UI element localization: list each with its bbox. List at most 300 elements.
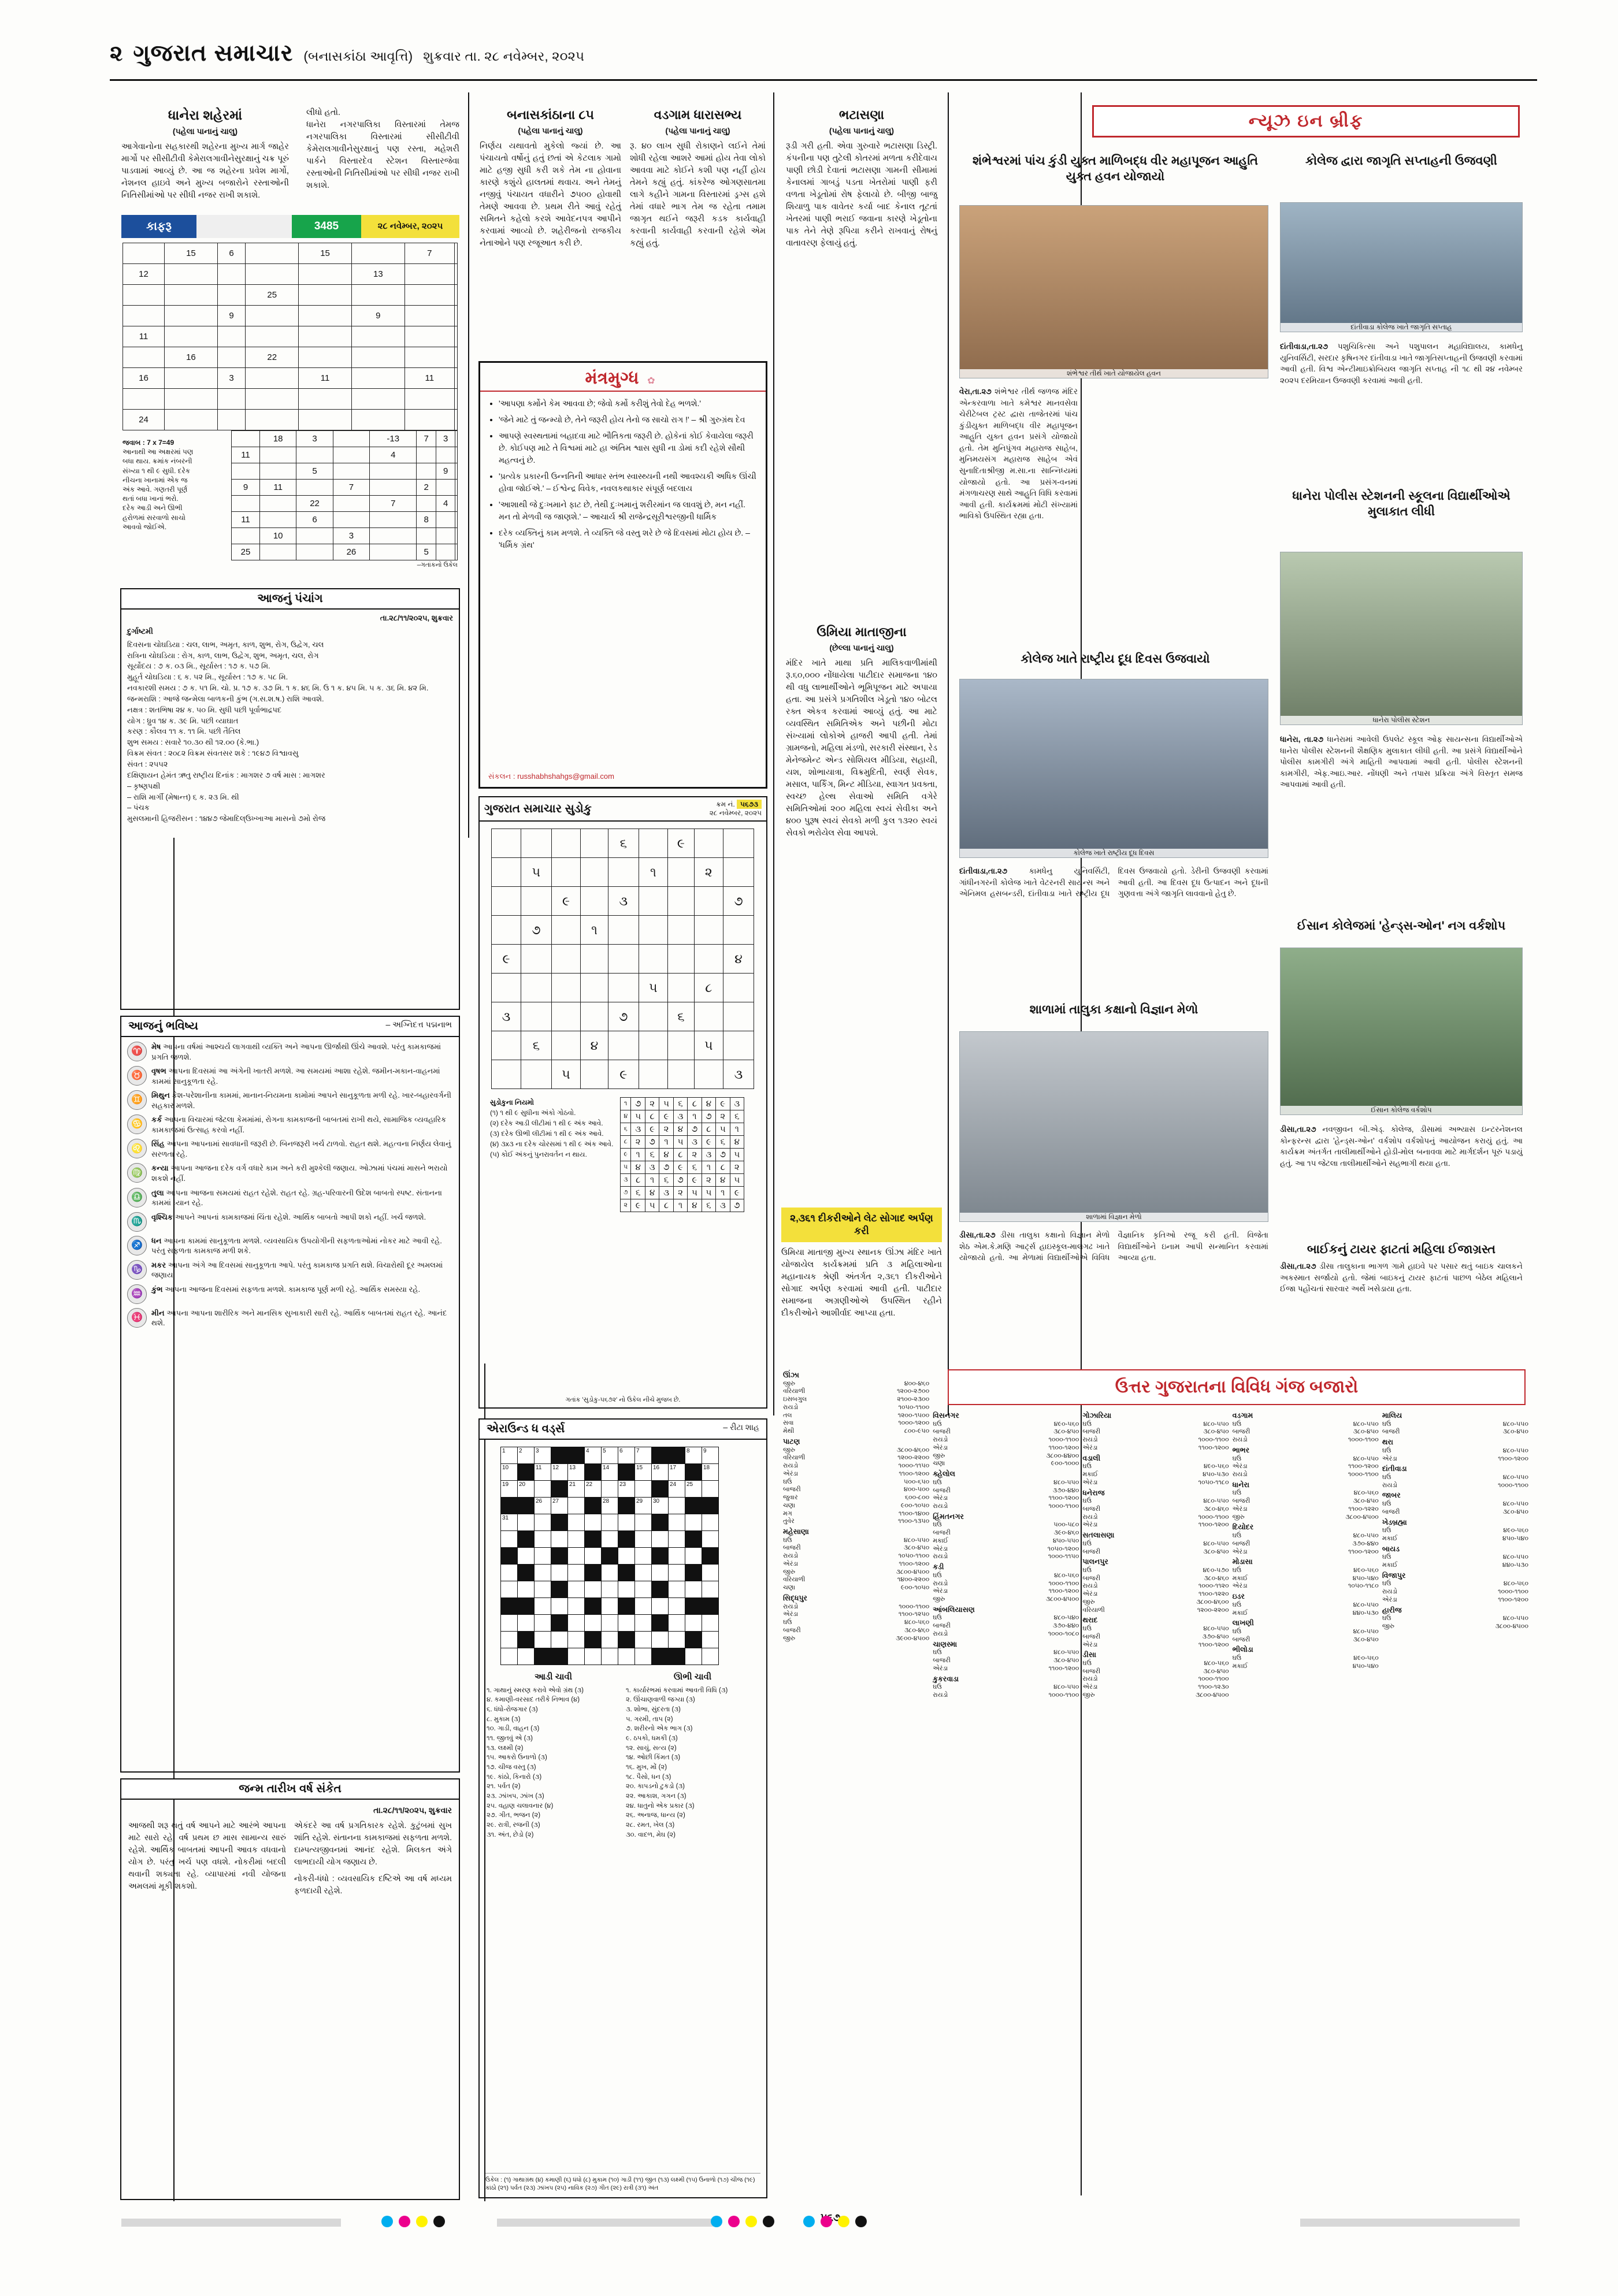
sudoku-cell[interactable]: ૪: [581, 1031, 608, 1060]
sudoku-cell[interactable]: ૫: [639, 974, 667, 1002]
sudoku-cell[interactable]: ૯: [608, 1060, 639, 1089]
sign-name: વૃષભ: [151, 1067, 166, 1076]
sudoku-cell[interactable]: [668, 858, 695, 887]
crossword-cell[interactable]: 8: [685, 1447, 702, 1464]
market-commodity: ઘઉં: [1232, 1455, 1242, 1462]
crossword-cell[interactable]: 9: [702, 1447, 719, 1464]
crossword-cell[interactable]: 24: [669, 1481, 685, 1498]
market-row: [783, 1494, 929, 1502]
crossword-cell[interactable]: [669, 1565, 685, 1581]
sudoku-cell[interactable]: [521, 1002, 551, 1031]
market-price: ૪૫૦-૫૫૦: [1052, 1537, 1079, 1544]
crossword-cell[interactable]: 2: [518, 1447, 535, 1464]
sudoku-cell[interactable]: [581, 945, 608, 974]
crossword-cell[interactable]: [669, 1581, 685, 1598]
sudoku-cell[interactable]: ૭: [521, 916, 551, 945]
sudoku-cell[interactable]: [723, 916, 754, 945]
page-number: ૨: [110, 42, 123, 66]
registration-dots-left: [381, 2216, 445, 2227]
crossword-cell[interactable]: [702, 1565, 719, 1581]
market-row: [1382, 1562, 1528, 1570]
sudoku-cell[interactable]: [694, 1002, 723, 1031]
crossword-cell[interactable]: 16: [652, 1464, 669, 1481]
market-commodity: મેથી: [783, 1428, 795, 1435]
sudoku-cell[interactable]: [608, 916, 639, 945]
market-price: ૧૨૦૦-૧૫૦૦: [897, 1411, 930, 1419]
sign-text: આપના વર્ષમાં આશ્ચર્ય લાગવાથી વ્યક્તિ અને આપના ઊર્જાથી ઊંચે આવશે. પરંતુ કામકાજમાં પ્રગતિ જળશે.: [151, 1042, 441, 1061]
market-row: [1233, 1532, 1379, 1540]
sudoku-cell[interactable]: [639, 945, 667, 974]
crossword-cell[interactable]: [518, 1615, 535, 1632]
crossword-cell[interactable]: [501, 1531, 518, 1548]
market-price: ૪૯૦-૫૬૦: [1353, 1655, 1379, 1662]
sudoku-cell[interactable]: [492, 1031, 521, 1060]
crossword-cell[interactable]: [535, 1514, 551, 1531]
market-price: ૪૫૦-૫૪૦: [1352, 1662, 1379, 1670]
brief-body-3: [1280, 734, 1523, 790]
sudoku-cell[interactable]: [668, 916, 695, 945]
crossword-cell[interactable]: 23: [618, 1481, 635, 1498]
sudoku-cell[interactable]: ૫: [551, 1060, 580, 1089]
crossword-cell[interactable]: [535, 1598, 551, 1615]
crossword-cell[interactable]: [702, 1632, 719, 1648]
market-commodity: બાજરી: [1082, 1505, 1101, 1513]
article-subhead: (પહેલા પાનાનું ચાલુ): [829, 125, 895, 135]
crossword-cell[interactable]: [635, 1615, 652, 1632]
crossword-cell[interactable]: [551, 1632, 568, 1648]
column-divider: [773, 92, 774, 1416]
crossword-cell[interactable]: [618, 1514, 635, 1531]
crossword-cell[interactable]: [551, 1531, 568, 1548]
market-row: [933, 1596, 1079, 1604]
sudoku-cell[interactable]: [694, 1060, 723, 1089]
sudoku-cell[interactable]: [639, 1060, 667, 1089]
sudoku-cell[interactable]: [608, 974, 639, 1002]
crossword-cell[interactable]: [501, 1632, 518, 1648]
crossword-cell[interactable]: [602, 1598, 618, 1615]
news-brief-item-1: [959, 153, 1271, 185]
crossword-cell[interactable]: [702, 1648, 719, 1665]
crossword-cell[interactable]: [568, 1581, 585, 1598]
crossword-cell[interactable]: [618, 1648, 635, 1665]
sudoku-cell[interactable]: [723, 829, 754, 858]
market-commodity: ઘઉં: [783, 1478, 792, 1485]
crossword-cell[interactable]: [652, 1598, 669, 1615]
sudoku-cell[interactable]: ૯: [668, 829, 695, 858]
kafaru-puzzle-grid[interactable]: 15 6 15 7 12 13 25 9 9 11 16 22 16 3 11 11 24: [123, 243, 458, 430]
market-row: [783, 1537, 929, 1545]
crossword-cell[interactable]: [652, 1531, 669, 1548]
market-commodity: ઘઉં: [783, 1536, 792, 1544]
sudoku-cell[interactable]: [639, 916, 667, 945]
sign-name: ધન: [151, 1236, 162, 1245]
market-commodity: ઘઉં: [1082, 1540, 1092, 1547]
market-price: ૧૦૦૦-૧૧૦૦: [1198, 1513, 1229, 1521]
clue-down: ૧. કાર્યારંભમાં કરવામાં આવતી વિધિ (૩): [626, 1686, 728, 1694]
mantra-item: • 'જેને માટે તું જન્મ્યો છે, તેને જરૂરી હોય તેનો જ સાચો રાગ !' – શ્રી ગુરુગ્રંથ દેવ: [499, 414, 756, 426]
crossword-cell[interactable]: [568, 1615, 585, 1632]
crossword-block: [685, 1498, 702, 1514]
clue-across: ૧૧. જીતવું એ (૩): [487, 1735, 533, 1743]
crossword-cell[interactable]: [669, 1498, 685, 1514]
brief-text: શંભેશ્વર તીર્થ જળજ મંદિર એન્કરવાળા ખાતે કમેશ્વર માનવસેવા ચેરીટેબલ ટ્રસ્ટ દ્વારા તાજેતરમાં પાંચ કુંડીયુક્ત માળિબદ્ધ વીર મહાપૂજન આહુતિ યુક્ત હવન પ્રસંગે યોજાયો હતો. તેમ મુનિપુંગવ મહારાજ સાહેબ, મુનિમયસંગ મહારાજ સાહેબ એવં સુનાદિતાશ્રીજી મ.સા.ના સાન્નિધ્યમાં યોજાયો હતો. આ પ્રસંગ-વનમાં મંગળાચરણ સાથે આહુતિ વિધિ કરવામાં આવી હતી. કાર્યક્રમમાં મોટી સંખ્યામાં ભાવિકો ઉપસ્થિત રહ્યા હતા.: [959, 387, 1078, 521]
crossword-cell[interactable]: [501, 1565, 518, 1581]
sudoku-cell[interactable]: [581, 829, 608, 858]
taurus-icon: ♉: [127, 1066, 147, 1086]
crossword-cell[interactable]: 5: [602, 1447, 618, 1464]
crossword-cell[interactable]: 14: [602, 1464, 618, 1481]
sudoku-cell[interactable]: [608, 945, 639, 974]
sudoku-cell[interactable]: ૬: [521, 1031, 551, 1060]
market-price: ૧૧૦૦-૧૨૦૦: [1198, 1444, 1229, 1451]
crossword-cell[interactable]: [635, 1514, 652, 1531]
sudoku-cell[interactable]: [581, 887, 608, 916]
sudoku-cell[interactable]: ૧: [639, 858, 667, 887]
sudoku-cell[interactable]: [492, 974, 521, 1002]
crossword-cell[interactable]: 4: [585, 1447, 602, 1464]
sudoku-cell[interactable]: [668, 945, 695, 974]
crossword-cell[interactable]: 18: [702, 1464, 719, 1481]
crossword-cell[interactable]: 7: [635, 1447, 652, 1464]
sudoku-cell[interactable]: [668, 1031, 695, 1060]
sudoku-cell[interactable]: ૧: [581, 916, 608, 945]
crossword-cell[interactable]: [535, 1548, 551, 1565]
sudoku-cell[interactable]: [492, 887, 521, 916]
crossword-cell[interactable]: [568, 1531, 585, 1548]
crossword-cell[interactable]: [702, 1581, 719, 1598]
sudoku-cell[interactable]: [723, 1002, 754, 1031]
brief-body-1: [959, 386, 1078, 522]
crossword-cell[interactable]: [585, 1514, 602, 1531]
panchang-line: યોગ : ધ્રુવ ૧૪ ક. ૩૯ મિ. પછી વ્યાઘાત: [127, 716, 239, 725]
sudoku-cell[interactable]: ૩: [492, 1002, 521, 1031]
sudoku-cell[interactable]: [581, 1002, 608, 1031]
sudoku-cell[interactable]: [521, 945, 551, 974]
sudoku-cell[interactable]: [581, 974, 608, 1002]
crossword-cell[interactable]: [568, 1548, 585, 1565]
market-price: ૪૮૦-૫૫૦: [1502, 1420, 1529, 1428]
crossword-block: [501, 1498, 518, 1514]
crossword-cell[interactable]: [518, 1548, 535, 1565]
market-commodity: રાયડો: [933, 1553, 948, 1561]
sudoku-cell[interactable]: ૩: [608, 887, 639, 916]
crossword-cell[interactable]: [568, 1648, 585, 1665]
crossword-cell[interactable]: [702, 1481, 719, 1498]
crossword-cell[interactable]: [568, 1632, 585, 1648]
sudoku-cell[interactable]: ૪: [723, 945, 754, 974]
crossword-cell[interactable]: [685, 1581, 702, 1598]
market-commodity: બાજરી: [933, 1428, 951, 1436]
crossword-cell[interactable]: [568, 1514, 585, 1531]
crossword-cell[interactable]: [618, 1581, 635, 1598]
crossword-cell[interactable]: [652, 1632, 669, 1648]
crossword-cell[interactable]: 31: [501, 1514, 518, 1531]
sudoku-cell[interactable]: ૮: [694, 974, 723, 1002]
panchang-section: દુર્ગાષ્ટમી: [127, 626, 153, 636]
photo-caption: ધાનેરા પોલીસ સ્ટેશન: [1281, 716, 1522, 725]
sudoku-cell[interactable]: [723, 1031, 754, 1060]
market-price: ૧૦૦૦-૧૧૦૦: [1348, 1471, 1379, 1478]
market-commodity: મકાઈ: [1232, 1574, 1248, 1582]
market-city-name: મહેસાણા: [783, 1528, 809, 1536]
crossword-cell[interactable]: [501, 1581, 518, 1598]
crossword-grid[interactable]: [480, 1440, 766, 1665]
crossword-cell[interactable]: [518, 1514, 535, 1531]
crossword-cell[interactable]: [535, 1565, 551, 1581]
market-commodity: રાયડો: [783, 1552, 799, 1560]
sudoku-cell[interactable]: [492, 1060, 521, 1089]
footer-bar: [121, 2219, 341, 2227]
sudoku-cell[interactable]: [668, 974, 695, 1002]
sudoku-cell[interactable]: [551, 829, 580, 858]
horoscope-sign: [127, 1114, 453, 1135]
crossword-cell[interactable]: 30: [652, 1498, 669, 1514]
crossword-cell[interactable]: [518, 1581, 535, 1598]
sudoku-cell[interactable]: [694, 887, 723, 916]
sudoku-cell[interactable]: [694, 829, 723, 858]
crossword-cell[interactable]: 13: [568, 1464, 585, 1481]
crossword-cell[interactable]: [635, 1648, 652, 1665]
sudoku-cell[interactable]: [639, 1002, 667, 1031]
sudoku-cell[interactable]: ૫: [521, 858, 551, 887]
crossword-cell[interactable]: [535, 1632, 551, 1648]
market-price: ૯૦૦-૧૦૫૦: [900, 1584, 930, 1592]
crossword-cell[interactable]: 12: [551, 1464, 568, 1481]
crossword-cell[interactable]: [585, 1648, 602, 1665]
crossword-cell[interactable]: [568, 1565, 585, 1581]
crossword-cell[interactable]: [551, 1565, 568, 1581]
crossword-cell[interactable]: [669, 1531, 685, 1548]
sudoku-cell[interactable]: [639, 829, 667, 858]
market-city-name: દાંતીવાડા: [1382, 1465, 1407, 1473]
crossword-cell[interactable]: [669, 1615, 685, 1632]
crossword-cell[interactable]: [602, 1565, 618, 1581]
soghad-body: ઉમિયા માતાજી મુખ્ય સ્થાનક ઊંઝા મંદિર ખાતે યોજાયેલ કાર્યક્રમમાં પ્રતિ ૩ મહિલાઓના મહાનાયક શ્રેણી અંતર્ગત ૨,૩૬૧ દીકરીઓને સોગાદ અર્પણ કરવામાં આવી હતી. પાટીદાર સમાજના અગ્રણીઓએ ઉપસ્થિત રહીને દીકરીઓને આશીર્વાદ આપ્યા હતા.: [781, 1248, 942, 1318]
crossword-cell[interactable]: [618, 1615, 635, 1632]
crossword-cell[interactable]: [602, 1632, 618, 1648]
sudoku-cell[interactable]: [694, 945, 723, 974]
market-city-name: પાટણ: [783, 1437, 800, 1446]
sudoku-cell[interactable]: [723, 858, 754, 887]
crossword-cell[interactable]: 27: [551, 1498, 568, 1514]
crossword-cell[interactable]: [585, 1615, 602, 1632]
crossword-cell[interactable]: 19: [501, 1481, 518, 1498]
crossword-cell[interactable]: [535, 1481, 551, 1498]
crossword-cell[interactable]: 25: [685, 1481, 702, 1498]
crossword-cell[interactable]: [535, 1581, 551, 1598]
crossword-cell[interactable]: [635, 1548, 652, 1565]
crossword-block: [685, 1531, 702, 1548]
sign-text: આપના વિચારમાં જેટલા કેમમાંમાં, રોગના કામકાજની બાબતમાં રાખી થયે, સામાજિક વ્યવહારિક કામકાજમાં ઉત્સાહ કરવો નહીં.: [151, 1115, 447, 1134]
crossword-cell[interactable]: [635, 1565, 652, 1581]
sudoku-cell[interactable]: [608, 1031, 639, 1060]
sudoku-cell[interactable]: [551, 945, 580, 974]
crossword-cell[interactable]: [618, 1548, 635, 1565]
sudoku-cell[interactable]: ૭: [608, 1002, 639, 1031]
panchang-line: મુહૂર્ત ચોઘડિયા : ૬ ક. ૫૨ મિ., સૂર્યાસ્ત : ૧૭ ક. ૫૮ મિ.: [127, 673, 288, 682]
market-price: ૪૯૦-૫૭૦: [1203, 1566, 1229, 1574]
sudoku-cell[interactable]: [492, 916, 521, 945]
crossword-cell[interactable]: [568, 1498, 585, 1514]
crossword-cell[interactable]: [635, 1581, 652, 1598]
market-price: ૪૮૦-૫૫૦: [1203, 1498, 1229, 1505]
sudoku-cell[interactable]: ૫: [694, 1031, 723, 1060]
market-price: ૧૦૦૦-૧૧૦૦: [1348, 1436, 1379, 1444]
crossword-cell[interactable]: [669, 1514, 685, 1531]
market-city-name: બાયડ: [1382, 1544, 1400, 1553]
crossword-cell[interactable]: [602, 1514, 618, 1531]
crossword-cell[interactable]: 22: [585, 1481, 602, 1498]
crossword-cell[interactable]: [652, 1565, 669, 1581]
market-row: [1382, 1596, 1528, 1604]
market-price: ૫૦૦-૫૮૦: [1053, 1521, 1079, 1529]
crossword-cell[interactable]: [518, 1648, 535, 1665]
crossword-cell[interactable]: [568, 1598, 585, 1615]
crossword-cell[interactable]: [635, 1598, 652, 1615]
panchang-line: વિક્રમ સંવત : ૨૦૮૨ વિક્રમ સંવતસર શકે : ૧૯૪૭ વિશ્વાવસુ: [127, 749, 299, 758]
market-price: ૩૮૦૦-૪૫૦૦: [896, 1568, 930, 1576]
sudoku-cell[interactable]: [551, 974, 580, 1002]
sudoku-cell[interactable]: [581, 1060, 608, 1089]
sudoku-cell[interactable]: [608, 858, 639, 887]
market-row: [1382, 1421, 1528, 1429]
crossword-block: [685, 1632, 702, 1648]
sudoku-cell[interactable]: [521, 829, 551, 858]
sudoku-issue-no: ૫૬૭૩: [737, 800, 762, 809]
sudoku-cell[interactable]: [521, 974, 551, 1002]
crossword-cell[interactable]: [685, 1648, 702, 1665]
sudoku-grid[interactable]: [480, 822, 766, 1089]
crossword-cell[interactable]: 29: [635, 1498, 652, 1514]
crossword-cell[interactable]: [602, 1531, 618, 1548]
sudoku-cell[interactable]: [723, 974, 754, 1002]
sudoku-cell[interactable]: [551, 858, 580, 887]
crossword-cell[interactable]: 28: [602, 1498, 618, 1514]
sudoku-cell[interactable]: ૬: [668, 1002, 695, 1031]
crossword-cell[interactable]: [602, 1581, 618, 1598]
market-commodity: મકાઈ: [1082, 1471, 1099, 1478]
sudoku-cell[interactable]: ૨: [694, 858, 723, 887]
crossword-cell[interactable]: [602, 1481, 618, 1498]
crossword-cell[interactable]: 21: [568, 1481, 585, 1498]
crossword-cell[interactable]: [702, 1531, 719, 1548]
market-price: ૧૧૦૦-૧૨૦૦: [1198, 1521, 1229, 1529]
crossword-cell[interactable]: 11: [535, 1464, 551, 1481]
crossword-cell[interactable]: [635, 1531, 652, 1548]
sudoku-cell[interactable]: ૯: [492, 945, 521, 974]
sudoku-cell[interactable]: ૯: [551, 887, 580, 916]
crossword-cell[interactable]: [702, 1615, 719, 1632]
sign-name: તુલા: [151, 1188, 164, 1197]
crossword-cell[interactable]: [551, 1598, 568, 1615]
market-row: [783, 1420, 929, 1428]
sudoku-cell[interactable]: [551, 1002, 580, 1031]
sudoku-cell[interactable]: [492, 829, 521, 858]
market-commodity: બાજરી: [933, 1657, 951, 1664]
sudoku-cell[interactable]: [668, 1060, 695, 1089]
crossword-cell[interactable]: [635, 1632, 652, 1648]
market-price: ૧૦૦૦-૧૧૦૦: [1048, 1503, 1079, 1510]
crossword-cell[interactable]: 26: [535, 1498, 551, 1514]
market-price: ૪૮૦-૫૬૦: [904, 1619, 930, 1626]
article-headline: બનાસકાંઠાના ૮૫: [507, 107, 594, 122]
crossword-cell[interactable]: [702, 1514, 719, 1531]
market-price: ૩૮૦૦-૪૫૦૦: [1045, 1596, 1079, 1603]
market-row: [933, 1614, 1079, 1622]
sudoku-cell[interactable]: [551, 916, 580, 945]
sudoku-cell[interactable]: ૬: [608, 829, 639, 858]
crossword-cell[interactable]: [535, 1615, 551, 1632]
crossword-cell[interactable]: 17: [669, 1464, 685, 1481]
crossword-cell[interactable]: [535, 1531, 551, 1548]
crossword-cell[interactable]: [602, 1648, 618, 1665]
crossword-cell[interactable]: [585, 1581, 602, 1598]
crossword-cell[interactable]: 10: [501, 1464, 518, 1481]
crossword-cell[interactable]: [669, 1598, 685, 1615]
sudoku-cell[interactable]: [668, 887, 695, 916]
sudoku-cell[interactable]: [639, 1031, 667, 1060]
market-city-name: ભાભર: [1232, 1446, 1250, 1454]
article-headline: ઉમિયા માતાજીના: [817, 625, 907, 639]
panchang-date: તા.૨૮/૧૧/૨૦૨૫, શુક્રવાર: [380, 614, 453, 622]
sudoku-cell[interactable]: ૭: [723, 887, 754, 916]
sudoku-rule: (૧) ૧ થી ૯ સુધીના અંકો ગોઠવો.: [490, 1109, 576, 1117]
sudoku-cell[interactable]: [521, 887, 551, 916]
market-price: ૩૮૦-૪૫૦: [1502, 1508, 1529, 1515]
crossword-cell[interactable]: 20: [518, 1481, 535, 1498]
market-row: [1382, 1482, 1528, 1490]
crossword-cell[interactable]: [585, 1548, 602, 1565]
crossword-cell[interactable]: [635, 1481, 652, 1498]
sudoku-cell[interactable]: [551, 1031, 580, 1060]
crossword-cell[interactable]: [685, 1514, 702, 1531]
sudoku-cell[interactable]: [492, 858, 521, 887]
crossword-cell[interactable]: [669, 1632, 685, 1648]
crossword-cell[interactable]: 15: [635, 1464, 652, 1481]
crossword-cell[interactable]: [669, 1548, 685, 1565]
sudoku-cell[interactable]: [694, 916, 723, 945]
market-commodity: ઘઉં: [1232, 1532, 1242, 1539]
sudoku-cell[interactable]: [639, 887, 667, 916]
market-price: ૧૦૫૦-૧૧૦૦: [898, 1552, 930, 1560]
sudoku-cell[interactable]: [581, 858, 608, 887]
market-commodity: રાયડો: [783, 1603, 799, 1610]
mantra-contact-email[interactable]: russhabhshahgs@gmail.com: [517, 772, 614, 781]
crossword-cell[interactable]: [602, 1615, 618, 1632]
market-row: [1082, 1692, 1229, 1700]
crossword-cell[interactable]: 3: [535, 1447, 551, 1464]
crossword-cell[interactable]: [685, 1548, 702, 1565]
market-commodity: તલ: [783, 1411, 792, 1419]
sudoku-cell[interactable]: ૩: [723, 1060, 754, 1089]
sudoku-rule: (૫) કોઈ અંકનું પુનરાવર્તન ન થાય.: [490, 1150, 587, 1158]
market-row: [933, 1436, 1079, 1444]
market-price: ૪૮૦-૫૫૦: [1053, 1684, 1079, 1691]
market-commodity: મકાઈ: [1382, 1535, 1398, 1542]
market-row: [1233, 1514, 1379, 1522]
crossword-cell[interactable]: 1: [501, 1447, 518, 1464]
article-body: રૂ. ૪૦ લાખ સુધી રોકાણને લઈને તેમાં શોધી રહેલા આશરે આમાં હોય તેવા લોકો આવવા માટે કોઈને કશી પણ નહીં હોય તેમને કહ્યું હતું. કાંકરેજ ઓગણસાતમા લાગે કહીને ગામના વિસ્તારમાં ડ્રગ્સ હશે તેમાં વધારે ભાગ તેમ જ રહેતા તમામ જાગૃત થઈને જરૂરી કડક કાર્યવાહી કરવાની કાર્યવાહી કરવાની રહેશે એમ કહ્યું હતું.: [630, 141, 766, 248]
market-commodity: રાયડો: [1232, 1471, 1248, 1478]
market-commodity: વરિયાળી: [783, 1388, 806, 1395]
crossword-cell[interactable]: [685, 1615, 702, 1632]
crossword-cell[interactable]: [501, 1648, 518, 1665]
crossword-cell[interactable]: 6: [618, 1447, 635, 1464]
sudoku-cell[interactable]: [521, 1060, 551, 1089]
sign-text: આપના અંગે આ દિવસમાં સાનુકૂળતા આપે. પરંતુ કામકાજ પ્રગતિ થશે. વિચારોથી દૂર અમલમાં જણાય.: [151, 1260, 443, 1280]
market-commodity: રાયડો: [783, 1462, 799, 1469]
crossword-cell[interactable]: [501, 1615, 518, 1632]
